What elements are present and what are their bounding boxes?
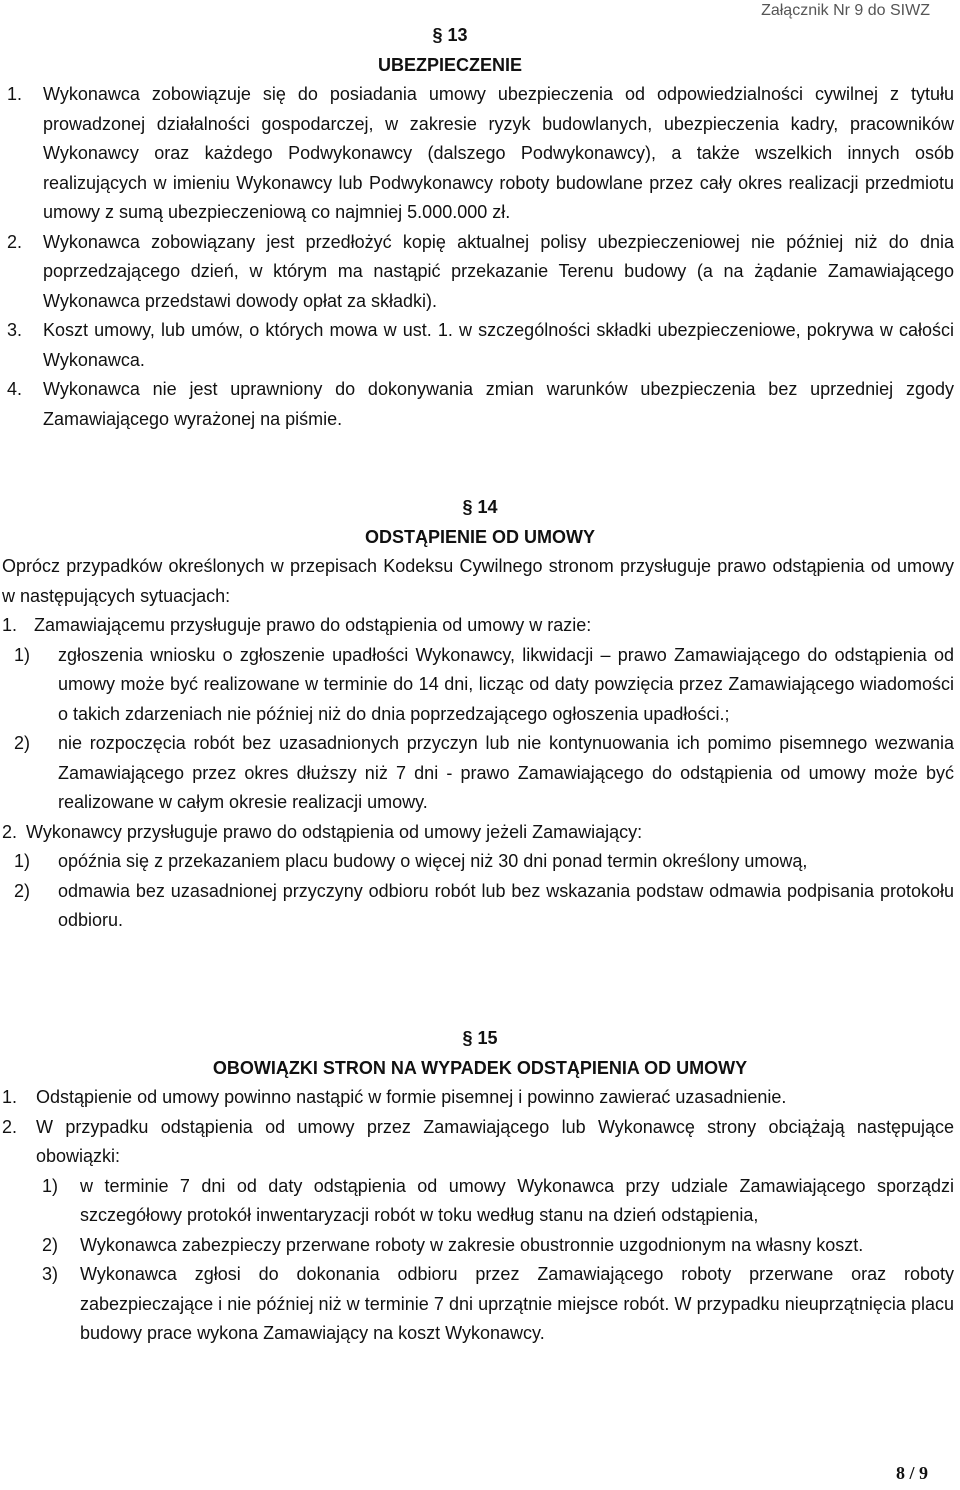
item-number: 1. bbox=[2, 615, 18, 635]
section-14-title: ODSTĄPIENIE OD UMOWY bbox=[364, 527, 595, 547]
list-item bbox=[0, 611, 960, 641]
sub-item-number: 1) bbox=[14, 851, 31, 871]
sub-item-number: 1) bbox=[42, 1175, 59, 1196]
sub-list-item bbox=[0, 641, 960, 730]
list-item bbox=[0, 316, 960, 375]
sub-item-number: 3) bbox=[42, 1264, 59, 1284]
section-14-number: § 14 bbox=[462, 497, 498, 517]
sub-list-item bbox=[0, 847, 960, 877]
sub-item-text: nie rozpoczęcia robót bez uzasadnionych przyczyn lub nie kontynuowania ich pomimo pisemnego wezwania Zamawiającego przez okres dłuższy niż 7 dni - prawo Zamawiającego do odstąpienia od umowy może być realizowane w całym okresie realizacji umowy. bbox=[58, 733, 954, 812]
item-text: Wykonawca zobowiązuje się do posiadania umowy ubezpieczenia od odpowiedzialności cywilnej z tytułu prowadzonej działalności gospodarczej, w zakresie ryzyk budowlanych, ubezpieczenia kadry, pracowników Wykonawcy oraz każdego Podwykonawcy (dalszego Podwykonawcy), a także wszelkich innych osób realizujących w imieniu Wykonawcy lub Podwykonawcy roboty budowlane przez cały okres realizacji przedmiotu umowy z sumą ubezpieczeniową co najmniej 5.000.000 zł. bbox=[43, 84, 954, 222]
sub-item-text: odmawia bez uzasadnionej przyczyny odbioru robót lub bez wskazania podstaw odmawia podpisania protokołu odbioru. bbox=[58, 880, 954, 930]
item-text: Wykonawcy przysługuje prawo do odstąpienia od umowy jeżeli Zamawiający: bbox=[26, 821, 643, 842]
sub-list-item bbox=[0, 729, 960, 818]
sub-item-text: opóźnia się z przekazaniem placu budowy o więcej niż 30 dni ponad termin określony umową, bbox=[58, 851, 808, 871]
list-item bbox=[0, 818, 960, 848]
list-item bbox=[0, 1083, 960, 1113]
item-text: Wykonawca zobowiązany jest przedłożyć kopię aktualnej polisy ubezpieczeniowej nie później niż do dnia poprzedzającego dzień, w którym ma nastąpić przekazanie Terenu budowy (a na żądanie Zamawiającego Wykonawca przedstawi dowody opłat za składki). bbox=[43, 231, 954, 311]
item-number: 2. bbox=[2, 1116, 18, 1137]
section-13 bbox=[0, 20, 960, 434]
sub-item-number: 2) bbox=[14, 880, 31, 901]
item-number: 3. bbox=[7, 320, 23, 340]
sub-item-number: 1) bbox=[14, 644, 31, 665]
sub-item-text: zgłoszenia wniosku o zgłoszenie upadłości Wykonawcy, likwidacji – prawo Zamawiającego do odstąpienia od umowy może być realizowane w terminie do 14 dni, licząc od daty powzięcia przez Zamawiającego wiadomości o takich zdarzeniach nie później niż do dnia poprzedzającego ogłoszenia upadłości.; bbox=[58, 644, 954, 724]
section-15 bbox=[0, 1023, 960, 1349]
section-13-title: UBEZPIECZENIE bbox=[377, 55, 523, 75]
section-14 bbox=[0, 492, 960, 936]
sub-list-item bbox=[0, 1231, 960, 1261]
sub-list-item bbox=[0, 1260, 960, 1349]
list-item bbox=[0, 375, 960, 434]
list-item bbox=[0, 1113, 960, 1172]
item-text: W przypadku odstąpienia od umowy przez Zamawiającego lub Wykonawcę strony obciążają następujące obowiązki: bbox=[36, 1116, 954, 1166]
list-item bbox=[0, 80, 960, 228]
section-13-number: § 13 bbox=[432, 25, 468, 45]
section-15-title: OBOWIĄZKI STRON NA WYPADEK ODSTĄPIENIA OD UMOWY bbox=[212, 1058, 748, 1078]
sub-item-text: w terminie 7 dni od daty odstąpienia od umowy Wykonawca przy udziale Zamawiającego sporządzi szczegółowy protokół inwentaryzacji robót w toku według stanu na dzień odstąpienia, bbox=[80, 1175, 954, 1225]
item-number: 2. bbox=[2, 821, 18, 842]
section-14-intro: Oprócz przypadków określonych w przepisach Kodeksu Cywilnego stronom przysługuje prawo odstąpienia od umowy w następujących sytuacjach: bbox=[2, 556, 954, 606]
item-text: Zamawiającemu przysługuje prawo do odstąpienia od umowy w razie: bbox=[34, 615, 592, 635]
item-text: Odstąpienie od umowy powinno nastąpić w formie pisemnej i powinno zawierać uzasadnienie. bbox=[36, 1087, 787, 1107]
sub-item-text: Wykonawca zabezpieczy przerwane roboty w zakresie obustronnie uzgodnionym na własny koszt. bbox=[80, 1234, 864, 1255]
sub-item-text: Wykonawca zgłosi do dokonania odbioru przez Zamawiającego roboty przerwane oraz roboty zabezpieczające i nie później niż w terminie 7 dni uprzątnie miejsce robót. W przypadku nieuprzątnięcia placu budowy prace wykona Zamawiający na koszt Wykonawcy. bbox=[80, 1264, 954, 1343]
item-number: 2. bbox=[7, 231, 23, 252]
item-text: Koszt umowy, lub umów, o których mowa w ust. 1. w szczególności składki ubezpieczeniowe, pokrywa w całości Wykonawca. bbox=[43, 320, 954, 370]
sub-item-number: 2) bbox=[42, 1234, 59, 1255]
sub-item-number: 2) bbox=[14, 733, 31, 753]
attachment-label: Załącznik Nr 9 do SIWZ bbox=[761, 2, 930, 19]
item-number: 4. bbox=[7, 379, 23, 399]
item-number: 1. bbox=[2, 1087, 18, 1107]
item-text: Wykonawca nie jest uprawniony do dokonywania zmian warunków ubezpieczenia bez uprzedniej zgody Zamawiającego wyrażonej na piśmie. bbox=[43, 379, 954, 429]
item-number: 1. bbox=[7, 84, 23, 104]
page-number: 8 / 9 bbox=[895, 1462, 928, 1483]
section-15-number: § 15 bbox=[462, 1028, 498, 1048]
list-item bbox=[0, 228, 960, 317]
sub-list-item bbox=[0, 1172, 960, 1231]
sub-list-item bbox=[0, 877, 960, 936]
